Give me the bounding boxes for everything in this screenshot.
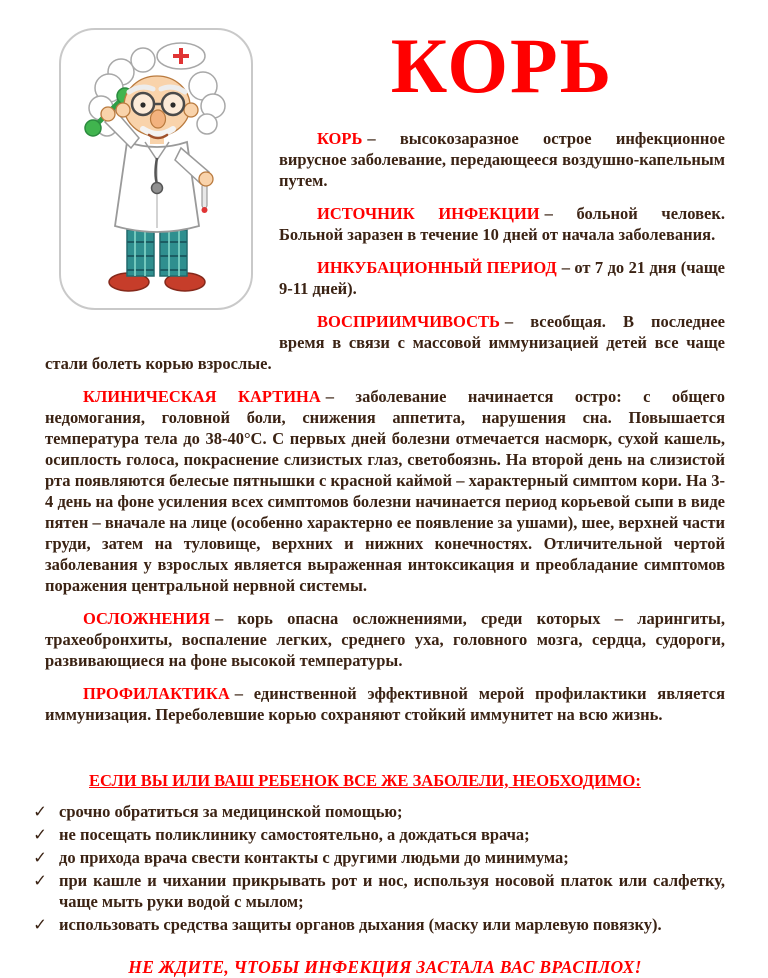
section-text: – корь опасна осложнениями, среди которых – ларингиты, трахеобронхиты, воспаление легких, среднего уха, головного мозга, сердца, судороги, развивающиеся на фоне высокой температуры. — [45, 608, 725, 670]
section-text: – всеобщая. В последнее время в связи с массовой иммунизацией детей все чаще стали болеть корью взрослые. — [45, 311, 725, 373]
doctor-image-frame — [59, 28, 253, 310]
advice-heading: ЕСЛИ ВЫ ИЛИ ВАШ РЕБЕНОК ВСЕ ЖЕ ЗАБОЛЕЛИ, НЕОБХОДИМО: — [89, 770, 641, 790]
checkmark-icon: ✓ — [33, 847, 47, 867]
section-clinical-picture — [45, 386, 725, 596]
checkmark-icon: ✓ — [33, 824, 47, 844]
section-complications — [45, 608, 725, 671]
advice-item — [33, 870, 725, 912]
advice-list — [33, 801, 725, 935]
section-text: – от 7 до 21 дня (чаще 9-11 дней). — [279, 257, 725, 298]
section-susceptibility — [45, 311, 725, 374]
checkmark-icon: ✓ — [33, 914, 47, 934]
advice-item-text: до прихода врача свести контакты с другими людьми до минимума; — [59, 847, 569, 867]
page-title: КОРЬ — [390, 22, 614, 109]
advice-item-text: не посещать поликлинику самостоятельно, а дождаться врача; — [59, 824, 530, 844]
advice-item — [33, 824, 725, 845]
advice-item-text: использовать средства защиты органов дыхания (маску или марлевую повязку). — [59, 914, 662, 934]
section-heading: ИНКУБАЦИОННЫЙ ПЕРИОД — [317, 257, 557, 277]
footer-warning: НЕ ЖДИТЕ, ЧТОБЫ ИНФЕКЦИЯ ЗАСТАЛА ВАС ВРАСПЛОХ! — [128, 956, 642, 977]
section-heading: ИСТОЧНИК ИНФЕКЦИИ — [317, 203, 540, 223]
section-text: – заболевание начинается остро: с общего недомогания, головной боли, снижения аппетита, нарушения сна. Повышается температура тела до 38-40°С. С первых дней болезни отмечается насморк, сухой кашель, осиплость голоса, покраснение слизистых глаз, светобоязнь. На второй день на слизистой рта появляются белесые пятнышки с красной каймой – характерный симптом кори. На 3-4 день на фоне усиления всех симптомов болезни начинается период корьевой сыпи в виде пятен – вначале на лице (особенно характерно ее появление за ушами), шее, верхней части груди, затем на туловище, верхних и нижних конечностях. Отличительной чертой заболевания у взрослых является выраженная интоксикация и преобладание симптомов поражения центральной нервной системы. — [45, 386, 726, 595]
advice-item — [33, 847, 725, 868]
doctor-cartoon-icon — [61, 30, 251, 308]
section-text: – высокозаразное острое инфекционное вирусное заболевание, передающееся воздушно-капельным путем. — [279, 128, 725, 190]
checkmark-icon: ✓ — [33, 870, 47, 890]
advice-item — [33, 801, 725, 822]
section-heading: ВОСПРИИМЧИВОСТЬ — [317, 311, 500, 331]
checkmark-icon: ✓ — [33, 801, 47, 821]
advice-section — [33, 770, 725, 935]
advice-item-text: срочно обратиться за медицинской помощью; — [59, 801, 403, 821]
section-heading: КОРЬ — [317, 128, 363, 148]
advice-item-text: при кашле и чихании прикрывать рот и нос, используя носовой платок или салфетку, чаще мыть руки водой с мылом; — [59, 870, 725, 911]
section-text: – больной человек. Больной заразен в течение 10 дней от начала заболевания. — [279, 203, 726, 244]
section-heading: КЛИНИЧЕСКАЯ КАРТИНА — [83, 386, 321, 406]
section-text: – единственной эффективной мерой профилактики является иммунизация. Переболевшие корью сохраняют стойкий иммунитет на всю жизнь. — [45, 683, 725, 724]
section-heading: ПРОФИЛАКТИКА — [83, 683, 230, 703]
section-heading: ОСЛОЖНЕНИЯ — [83, 608, 210, 628]
section-prevention — [45, 683, 725, 725]
advice-item — [33, 914, 725, 935]
